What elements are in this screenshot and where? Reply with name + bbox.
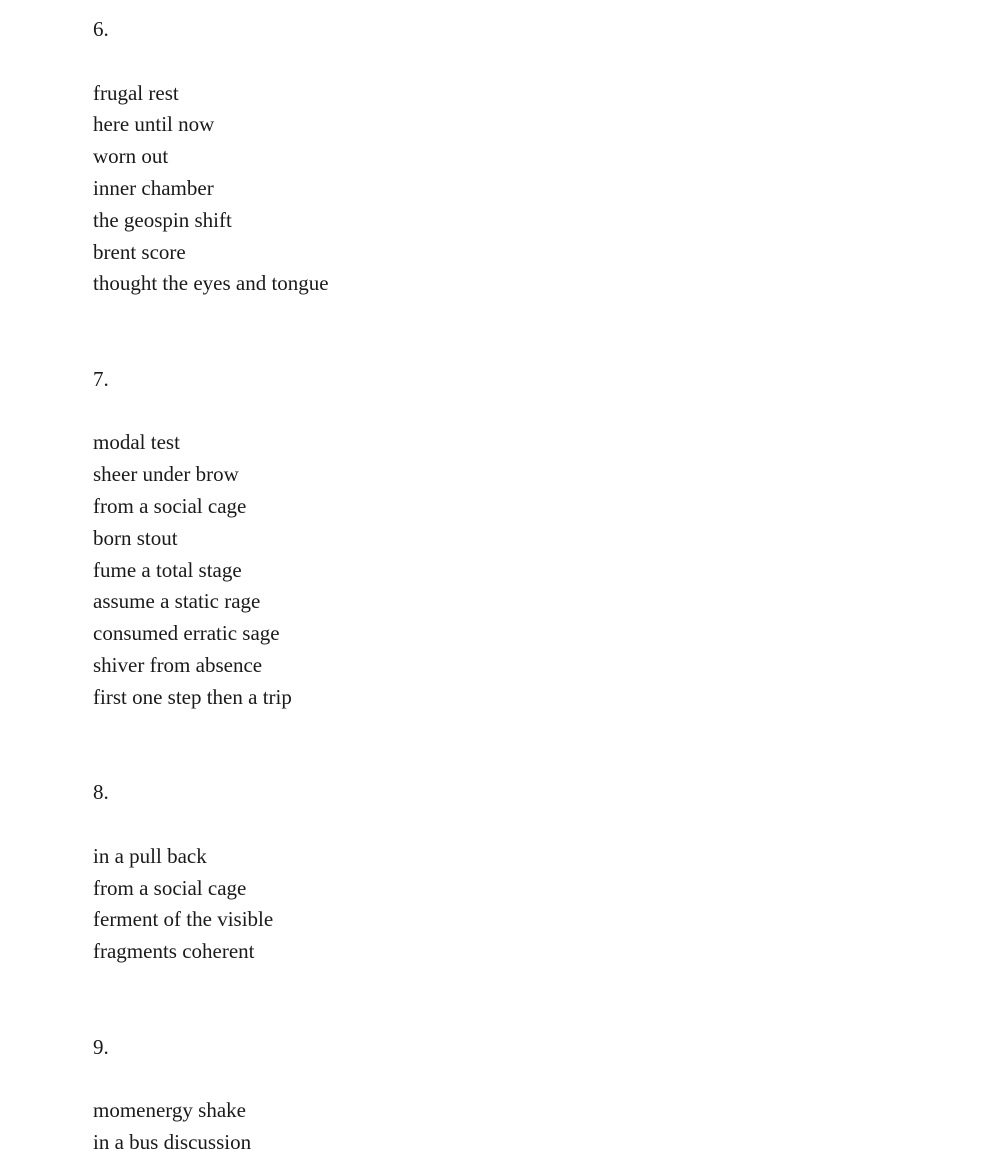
- poem-line: modal test: [93, 430, 180, 455]
- poem-section-7: [93, 364, 893, 714]
- poem-lines: [93, 427, 893, 713]
- poem-line: inner chamber: [93, 175, 214, 200]
- poem-line: assume a static rage: [93, 589, 261, 614]
- poem-line: fragments coherent: [93, 939, 255, 964]
- poem-section-6: [93, 14, 893, 300]
- poem-lines: [93, 841, 893, 968]
- poem-section-9: [93, 1032, 893, 1159]
- poem-lines: [93, 1095, 893, 1159]
- poem-line: here until now: [93, 112, 215, 137]
- poem-line: consumed erratic sage: [93, 621, 280, 646]
- poem-line: fume a total stage: [93, 557, 242, 582]
- poem-line: the geospin shift: [93, 207, 232, 232]
- poem-lines: [93, 78, 893, 301]
- poem-line: brent score: [93, 239, 186, 264]
- poem-section-8: [93, 777, 893, 968]
- poem-line: momenergy shake: [93, 1098, 246, 1123]
- section-number: 6.: [93, 17, 109, 41]
- poem-line: from a social cage: [93, 493, 247, 518]
- poem-page: [93, 14, 893, 1159]
- poem-line: ferment of the visible: [93, 907, 274, 932]
- poem-line: in a bus discussion: [93, 1129, 252, 1154]
- poem-line: in a pull back: [93, 843, 207, 868]
- poem-line: thought the eyes and tongue: [93, 271, 329, 296]
- section-number: 7.: [93, 366, 109, 391]
- poem-line: from a social cage: [93, 875, 247, 900]
- poem-line: born stout: [93, 525, 178, 550]
- poem-line: first one step then a trip: [93, 684, 292, 709]
- poem-line: worn out: [93, 144, 169, 169]
- poem-line: shiver from absence: [93, 652, 263, 677]
- section-number: 8.: [93, 780, 109, 805]
- poem-line: sheer under brow: [93, 462, 239, 487]
- poem-line: frugal rest: [93, 80, 179, 105]
- section-number: 9.: [93, 1034, 109, 1059]
